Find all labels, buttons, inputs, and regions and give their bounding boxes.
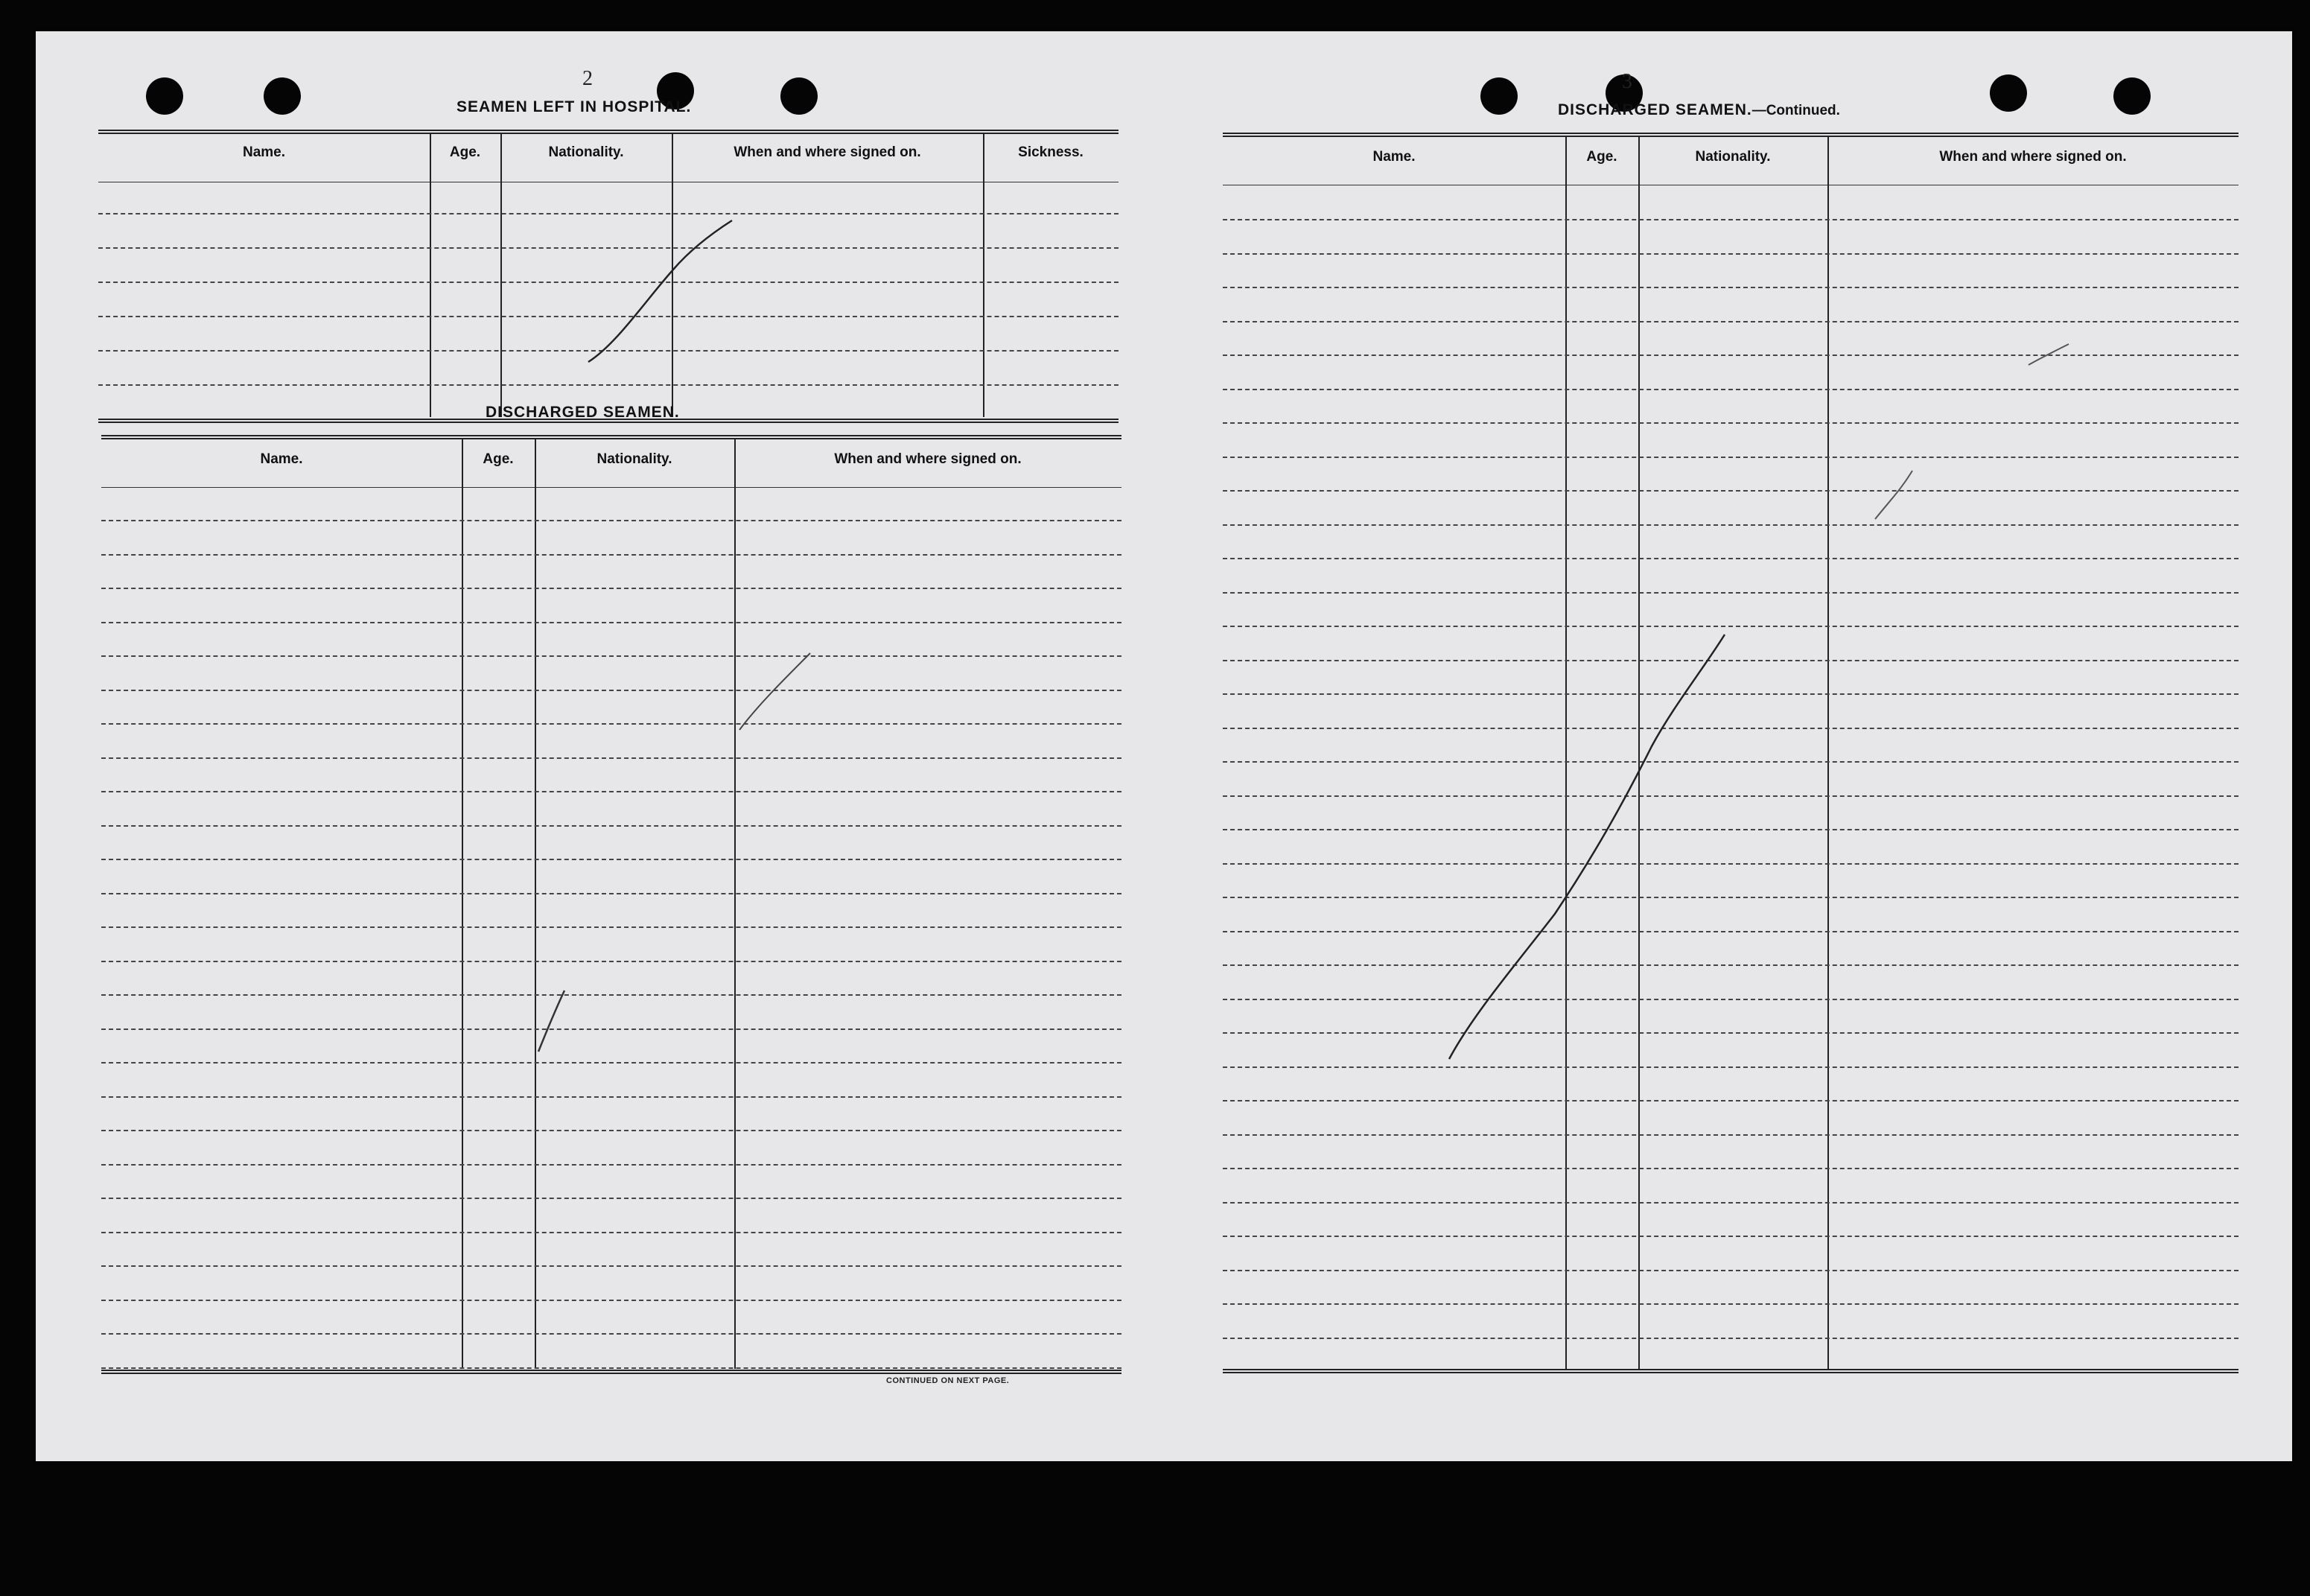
ruled-row	[1223, 219, 2239, 220]
ruled-row	[98, 282, 1119, 283]
ruled-row	[101, 1198, 1121, 1199]
ruled-row	[101, 588, 1121, 589]
ruled-row	[1223, 422, 2239, 424]
discharged-table-left	[101, 435, 1121, 1375]
ruled-row	[1223, 524, 2239, 526]
ruled-row	[1223, 931, 2239, 932]
ruled-row	[1223, 693, 2239, 695]
ruled-row	[98, 213, 1119, 214]
discharged-section-title-right	[1558, 101, 1840, 119]
col-header-age: Age.	[483, 451, 514, 467]
ruled-row	[1223, 1032, 2239, 1034]
ruled-row	[101, 520, 1121, 521]
ruled-row	[1223, 795, 2239, 797]
punch-hole	[264, 77, 301, 115]
ruled-row	[101, 961, 1121, 962]
ruled-row	[1223, 457, 2239, 458]
ruled-row	[1223, 1134, 2239, 1136]
ruled-row	[1223, 761, 2239, 763]
ruled-row	[1223, 897, 2239, 898]
ruled-row	[101, 723, 1121, 725]
ruled-row	[101, 757, 1121, 759]
ruled-row	[1223, 1338, 2239, 1339]
ruled-row	[101, 655, 1121, 657]
ruled-row	[1223, 1168, 2239, 1169]
ruled-row	[101, 690, 1121, 691]
ruled-row	[1223, 1270, 2239, 1271]
ruled-row	[1223, 1202, 2239, 1204]
ruled-row	[101, 622, 1121, 623]
title-continued: —Continued.	[1751, 103, 1840, 118]
ruled-row	[101, 1367, 1121, 1369]
col-header-name: Name.	[260, 451, 303, 467]
col-header-name: Name.	[242, 144, 286, 160]
ruled-row	[101, 1265, 1121, 1267]
hospital-table	[98, 130, 1119, 427]
ruled-row	[101, 825, 1121, 827]
ruled-row	[101, 994, 1121, 996]
col-header-nationality: Nationality.	[548, 144, 624, 160]
ruled-row	[1223, 253, 2239, 255]
ruled-row	[1223, 355, 2239, 356]
ruled-row	[98, 247, 1119, 249]
continued-footer: CONTINUED ON NEXT PAGE.	[886, 1376, 1010, 1385]
ruled-row	[98, 350, 1119, 352]
ruled-row	[1223, 660, 2239, 661]
ruled-row	[101, 1062, 1121, 1064]
ruled-row	[101, 1096, 1121, 1098]
col-header-nationality: Nationality.	[1695, 149, 1771, 165]
punch-hole	[2113, 77, 2151, 115]
punch-hole	[1480, 77, 1518, 115]
ruled-row	[1223, 999, 2239, 1000]
ruled-row	[1223, 863, 2239, 865]
ruled-row	[1223, 592, 2239, 594]
ruled-row	[1223, 558, 2239, 559]
ruled-row	[1223, 1066, 2239, 1068]
ruled-row	[98, 384, 1119, 386]
col-header-age: Age.	[1586, 149, 1617, 165]
discharged-table-right	[1223, 133, 2239, 1373]
col-header-nationality: Nationality.	[596, 451, 672, 467]
ruled-row	[1223, 829, 2239, 830]
punch-hole	[1990, 74, 2027, 112]
ruled-row	[1223, 321, 2239, 322]
ruled-row	[1223, 287, 2239, 288]
col-header-name: Name.	[1372, 149, 1416, 165]
discharged-section-title-left: DISCHARGED SEAMEN.	[486, 404, 680, 421]
ruled-row	[101, 1130, 1121, 1131]
ruled-row	[1223, 1303, 2239, 1305]
ruled-row	[1223, 964, 2239, 966]
ruled-row	[1223, 490, 2239, 492]
ruled-row	[101, 893, 1121, 894]
ruled-row	[101, 791, 1121, 792]
col-header-signed-on: When and where signed on.	[1939, 149, 2127, 165]
hospital-section-title: SEAMEN LEFT IN HOSPITAL.	[456, 98, 692, 115]
ruled-row	[101, 1029, 1121, 1030]
col-header-signed-on: When and where signed on.	[834, 451, 1022, 467]
ruled-row	[101, 1333, 1121, 1335]
col-header-age: Age.	[449, 144, 481, 160]
ruled-row	[1223, 1100, 2239, 1101]
ruled-row	[1223, 728, 2239, 729]
document-sheet	[36, 31, 2292, 1461]
ruled-row	[101, 1232, 1121, 1233]
page-number-left: 2	[582, 67, 593, 90]
page-number-right: 3	[1622, 70, 1632, 93]
ruled-row	[101, 926, 1121, 928]
ruled-row	[1223, 1236, 2239, 1237]
col-header-sickness: Sickness.	[1018, 144, 1084, 160]
ruled-row	[98, 316, 1119, 317]
title-main: DISCHARGED SEAMEN.	[1558, 101, 1752, 118]
punch-hole	[146, 77, 183, 115]
ruled-row	[1223, 626, 2239, 627]
ruled-row	[1223, 389, 2239, 390]
ruled-row	[101, 1164, 1121, 1166]
punch-hole	[780, 77, 818, 115]
ruled-row	[101, 859, 1121, 860]
ruled-row	[101, 1300, 1121, 1301]
col-header-signed-on: When and where signed on.	[734, 144, 921, 160]
ruled-row	[101, 554, 1121, 556]
